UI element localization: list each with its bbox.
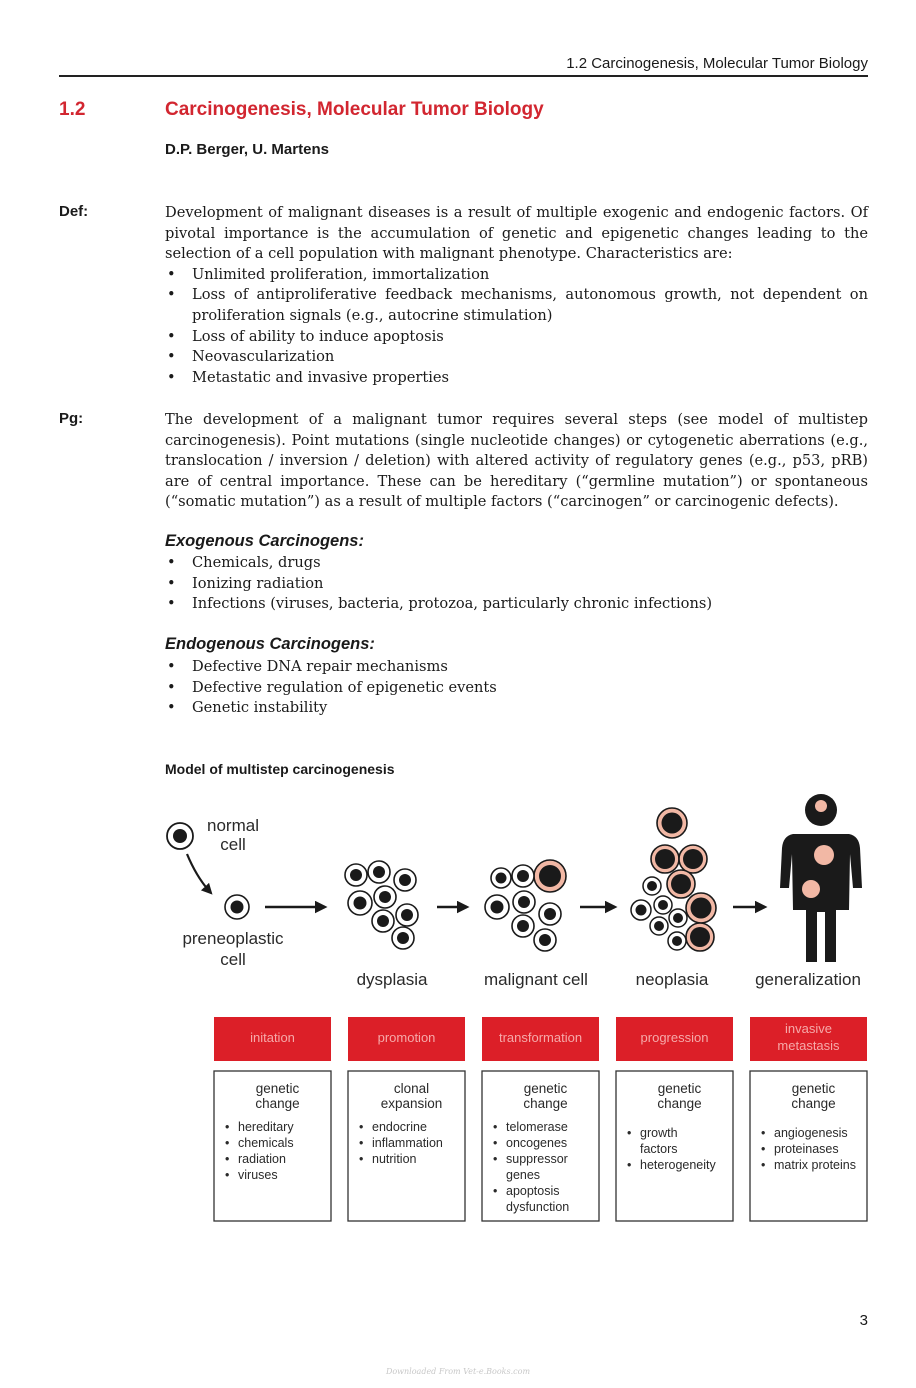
stage-bullet-dot: • (225, 1168, 230, 1182)
neoplasia-label: neoplasia (635, 970, 709, 989)
stage-subtitle: genetic (255, 1081, 300, 1096)
stage-bullet-dot: • (627, 1126, 632, 1140)
stage-subtitle: change (791, 1096, 836, 1111)
stage-columns (214, 1017, 867, 1221)
stage-bullet-dot: • (225, 1120, 230, 1134)
stage-bullet-dot: • (627, 1158, 632, 1172)
stage-bullet: radiation (238, 1152, 286, 1166)
stage-bullet: hereditary (238, 1120, 294, 1134)
list-item: • Loss of antiproliferative feedback mechanisms, autonomous growth, not dependent on proliferation signals (e.g., autocrine stimulation) (165, 285, 868, 326)
list-item: • Genetic instability (165, 698, 868, 719)
stage-subtitle: expansion (380, 1096, 443, 1111)
endogenous-heading: Endogenous Carcinogens: (165, 635, 375, 653)
preneoplastic-label: cell (220, 950, 246, 969)
stage-bullet: matrix proteins (774, 1158, 856, 1172)
stage-subtitle: change (255, 1096, 300, 1111)
stage-bullet: growth (640, 1126, 678, 1140)
generalization-label: generalization (755, 970, 861, 989)
stage-bullet: suppressor (506, 1152, 568, 1166)
stage-bullet-dot: • (493, 1184, 498, 1198)
malignant-label: malignant cell (484, 970, 588, 989)
stage-bullet: proteinases (774, 1142, 839, 1156)
stage-header-label: transformation (498, 1030, 583, 1045)
characteristics-list (165, 265, 868, 389)
figure-svg (165, 790, 868, 1225)
running-head: 1.2 Carcinogenesis, Molecular Tumor Biology (59, 55, 868, 77)
list-item: • Loss of ability to induce apoptosis (165, 327, 868, 348)
stage-bullet: chemicals (238, 1136, 294, 1150)
stage-bullet: angiogenesis (774, 1126, 848, 1140)
definition-block (165, 203, 868, 388)
neoplasia-cluster (631, 808, 716, 951)
curved-arrow (187, 854, 211, 893)
section-authors: D.P. Berger, U. Martens (165, 141, 329, 158)
stage-header-label: metastasis (777, 1038, 840, 1053)
preneoplastic-label: preneoplastic (182, 929, 284, 948)
stage-header-label: promotion (377, 1030, 436, 1045)
exogenous-block (165, 553, 868, 615)
stage-subtitle: change (523, 1096, 568, 1111)
preneoplastic-cell (225, 895, 249, 919)
stage-bullet-dot: • (761, 1158, 766, 1172)
stage-bullet: dysfunction (506, 1200, 570, 1214)
stage-bullet-dot: • (493, 1120, 498, 1134)
stage-bullet-dot: • (493, 1152, 498, 1166)
stage-bullet: viruses (238, 1168, 278, 1182)
stage-bullet: oncogenes (506, 1136, 568, 1150)
malignant-cluster (485, 860, 566, 951)
dysplasia-label: dysplasia (356, 970, 428, 989)
stage-bullet-dot: • (761, 1142, 766, 1156)
normal-label: normal (207, 816, 259, 835)
pathogenesis-text: The development of a malignant tumor requires several steps (see model of multistep carcinogenesis). Point mutations (single nucleotide changes) or cytogenetic aberrations (e.g., translocation / inversion / deletion) with altered activity of regulatory genes (e.g., p53, pRB) are of central importance. These can be hereditary (“germline mutation”) or spontaneous (“somatic mutation”) as a result of multiple factors (“carcinogen” or carcinogenic defects). (165, 411, 868, 511)
stage-subtitle: genetic (657, 1081, 702, 1096)
stage-bullet-dot: • (493, 1136, 498, 1150)
stage-subtitle: genetic (523, 1081, 568, 1096)
figure-title: Model of multistep carcinogenesis (165, 761, 395, 777)
exogenous-list (165, 553, 868, 615)
stage-bullet: endocrine (372, 1120, 427, 1134)
dysplasia-cluster (345, 861, 418, 949)
exogenous-heading: Exogenous Carcinogens: (165, 532, 364, 550)
list-item: • Unlimited proliferation, immortalization (165, 265, 868, 286)
stage-bullet-dot: • (225, 1152, 230, 1166)
stage-subtitle: clonal (393, 1081, 430, 1096)
definition-label: Def: (59, 203, 89, 220)
stage-bullet: genes (506, 1168, 541, 1182)
footer-watermark: Downloaded From Vet-e.Books.com (385, 1367, 531, 1376)
list-item: • Infections (viruses, bacteria, protozoa, particularly chronic infections) (165, 594, 868, 615)
section-title: Carcinogenesis, Molecular Tumor Biology (165, 99, 544, 120)
stage-header-label: initation (250, 1030, 295, 1045)
list-item: • Metastatic and invasive properties (165, 368, 868, 389)
list-item: • Neovascularization (165, 347, 868, 368)
normal-label: cell (220, 835, 246, 854)
stage-bullet-dot: • (359, 1136, 364, 1150)
list-item: • Ionizing radiation (165, 574, 868, 595)
stage-bullet: apoptosis (506, 1184, 560, 1198)
endogenous-block (165, 657, 868, 719)
list-item: • Defective regulation of epigenetic events (165, 678, 868, 699)
stage-bullet-dot: • (761, 1126, 766, 1140)
stage-bullet: heterogeneity (640, 1158, 716, 1172)
human-figure-icon (780, 794, 862, 962)
stage-bullet: factors (640, 1142, 678, 1156)
page-number: 3 (859, 1312, 868, 1329)
stage-header-label: invasive (785, 1021, 832, 1036)
carcinogenesis-figure (165, 790, 868, 1229)
stage-bullet: inflammation (372, 1136, 443, 1150)
stage-bullet-dot: • (225, 1136, 230, 1150)
stage-bullet-dot: • (359, 1120, 364, 1134)
stage-bullet: nutrition (372, 1152, 417, 1166)
stage-bullet: telomerase (506, 1120, 568, 1134)
stage-bullet-dot: • (359, 1152, 364, 1166)
stage-header-label: progression (640, 1030, 709, 1045)
list-item: • Chemicals, drugs (165, 553, 868, 574)
stage-subtitle: change (657, 1096, 702, 1111)
stage-subtitle: genetic (791, 1081, 836, 1096)
normal-cell (167, 823, 193, 849)
list-item: • Defective DNA repair mechanisms (165, 657, 868, 678)
pathogenesis-block (165, 410, 868, 513)
definition-text: Development of malignant diseases is a result of multiple exogenic and endogenic factors. Of pivotal importance is the accumulation of genetic and epigenetic changes leading to the selection of a cell population with malignant phenotype. Characteristics are: (165, 204, 868, 263)
endogenous-list (165, 657, 868, 719)
pathogenesis-label: Pg: (59, 410, 84, 427)
section-number: 1.2 (59, 99, 86, 120)
